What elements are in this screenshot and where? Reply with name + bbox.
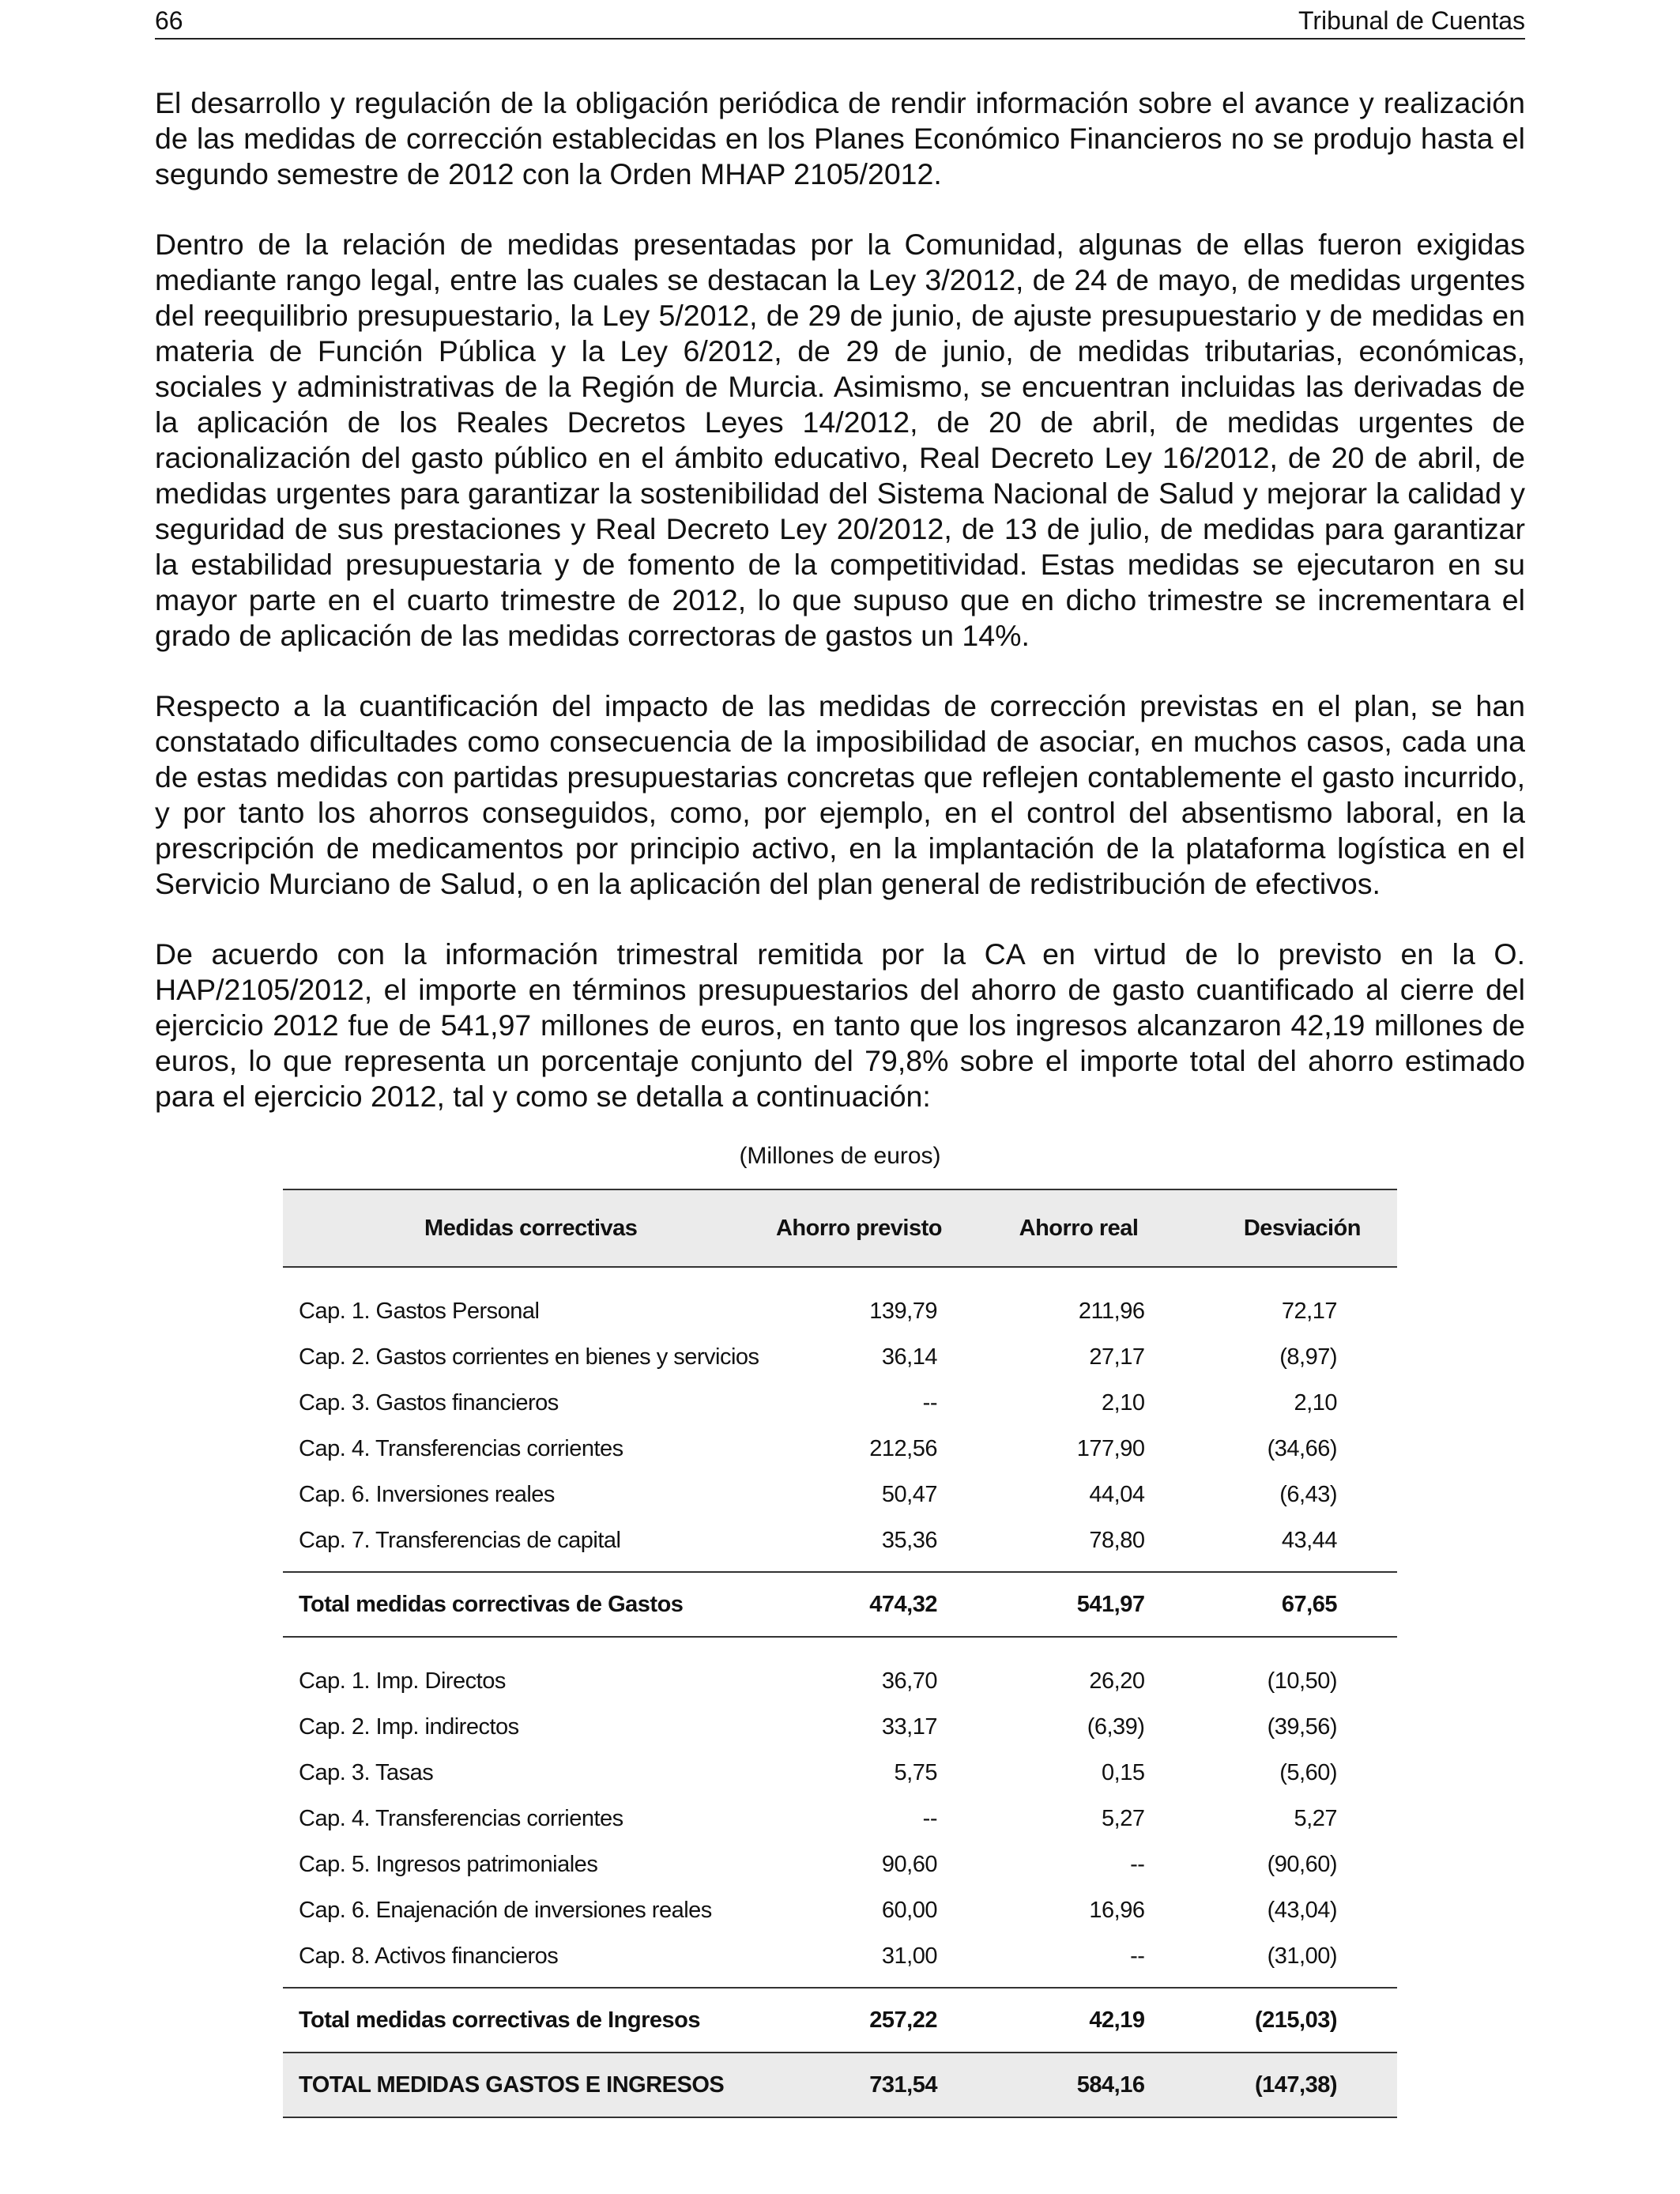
column-header: Ahorro previsto — [763, 1189, 951, 1267]
cell-value: (5,60) — [1279, 1759, 1337, 1785]
table-row — [283, 1334, 1397, 1380]
cell-value: 731,54 — [763, 2053, 951, 2117]
table-header-row — [283, 1189, 1397, 1267]
cell-value: 72,17 — [1281, 1298, 1337, 1324]
row-label: TOTAL MEDIDAS GASTOS E INGRESOS — [283, 2053, 763, 2117]
cell-value: 5,27 — [1294, 1805, 1337, 1831]
row-label: Cap. 4. Transferencias corrientes — [299, 1805, 623, 1831]
paragraph: De acuerdo con la información trimestral remitida por la CA en virtud de lo previsto en la O. HAP/2105/2012, el importe en términos presupuestarios del ahorro de gasto cuantificado al cierre del ejercicio 2012 fue de 541,97 millones de euros, en tanto que los ingresos alcanzaron 42,19 millones de euros, lo que representa un porcentaje conjunto del 79,8% sobre el importe total del ahorro estimado para el ejercicio 2012, tal y como se detalla a continuación: — [155, 937, 1525, 1113]
gastos-total-row — [283, 1572, 1397, 1637]
table-row — [283, 1842, 1397, 1887]
cell-value: (10,50) — [1267, 1668, 1337, 1694]
cell-value: 5,27 — [1102, 1805, 1145, 1831]
cell-value: -- — [922, 1389, 937, 1416]
table-row — [283, 1796, 1397, 1842]
column-header: Ahorro real — [951, 1189, 1160, 1267]
cell-value: 44,04 — [1089, 1481, 1145, 1507]
table-row — [283, 1267, 1397, 1334]
cell-value: (147,38) — [1160, 2053, 1397, 2117]
row-label: Total medidas correctivas de Ingresos — [283, 1988, 763, 2053]
paragraph: Respecto a la cuantificación del impacto de las medidas de corrección previstas en el plan, se han constatado dificultades como consecuencia de la imposibilidad de asociar, en muchos casos, cada una de estas medidas con partidas presupuestarias concretas que reflejen contablemente el gasto incurrido, y por tanto los ahorros conseguidos, como, por ejemplo, en el control del absentismo laboral, en la prescripción de medicamentos por principio activo, en la implantación de la plataforma logística en el Servicio Murciano de Salud, o en la aplicación del plan general de redistribución de efectivos. — [155, 689, 1525, 900]
cell-value: 78,80 — [1089, 1527, 1145, 1553]
cell-value: (90,60) — [1267, 1851, 1337, 1877]
row-label: Cap. 4. Transferencias corrientes — [299, 1435, 623, 1461]
cell-value: (6,39) — [1087, 1713, 1145, 1740]
gastos-section — [283, 1267, 1397, 1637]
cell-value: -- — [922, 1805, 937, 1831]
row-label: Cap. 6. Inversiones reales — [299, 1481, 555, 1507]
table-row — [283, 1380, 1397, 1426]
row-label: Cap. 3. Gastos financieros — [299, 1389, 559, 1416]
cell-value: 90,60 — [881, 1851, 937, 1877]
row-label: Total medidas correctivas de Gastos — [283, 1572, 763, 1637]
cell-value: 257,22 — [763, 1988, 951, 2053]
row-label: Cap. 2. Imp. indirectos — [299, 1713, 519, 1740]
table-row — [283, 1426, 1397, 1472]
cell-value: 16,96 — [1089, 1897, 1145, 1923]
table-row — [283, 1704, 1397, 1750]
cell-value: (31,00) — [1267, 1943, 1337, 1969]
cell-value: 139,79 — [869, 1298, 937, 1324]
cell-value: 2,10 — [1294, 1389, 1337, 1416]
cell-value: -- — [1130, 1943, 1145, 1969]
cell-value: 177,90 — [1076, 1435, 1145, 1461]
table-row — [283, 1517, 1397, 1572]
row-label: Cap. 1. Imp. Directos — [299, 1668, 506, 1694]
row-label: Cap. 2. Gastos corrientes en bienes y servicios — [299, 1344, 759, 1370]
paragraph: Dentro de la relación de medidas presentadas por la Comunidad, algunas de ellas fueron exigidas mediante rango legal, entre las cuales se destacan la Ley 3/2012, de 24 de mayo, de medidas urgentes del reequilibrio presupuestario, la Ley 5/2012, de 29 de junio, de ajuste presupuestario y de medidas en materia de Función Pública y la Ley 6/2012, de 29 de junio, de medidas tributarias, económicas, sociales y administrativas de la Región de Murcia. Asimismo, se encuentran incluidas las derivadas de la aplicación de los Reales Decretos Leyes 14/2012, de 20 de abril, de medidas urgentes de racionalización del gasto público en el ámbito educativo, Real Decreto Ley 16/2012, de 20 de abril, de medidas urgentes para garantizar la sostenibilidad del Sistema Nacional de Salud y mejorar la calidad y seguridad de sus prestaciones y Real Decreto Ley 20/2012, de 13 de julio, de medidas para garantizar la estabilidad presupuestaria y de fomento de la competitividad. Estas medidas se ejecutaron en su mayor parte en el cuarto trimestre de 2012, lo que supuso que en dicho trimestre se incrementara el grado de aplicación de las medidas correctoras de gastos un 14%. — [155, 228, 1525, 652]
cell-value: (34,66) — [1267, 1435, 1337, 1461]
cell-value: 36,70 — [881, 1668, 937, 1694]
row-label: Cap. 3. Tasas — [299, 1759, 434, 1785]
cell-value: 26,20 — [1089, 1668, 1145, 1694]
row-label: Cap. 5. Ingresos patrimoniales — [299, 1851, 598, 1877]
cell-value: (8,97) — [1279, 1344, 1337, 1370]
table-row — [283, 1887, 1397, 1933]
table-row — [283, 1933, 1397, 1988]
row-label: Cap. 1. Gastos Personal — [299, 1298, 540, 1324]
cell-value: (43,04) — [1267, 1897, 1337, 1923]
cell-value: -- — [1130, 1851, 1145, 1877]
body-text — [155, 85, 1525, 1149]
cell-value: 212,56 — [869, 1435, 937, 1461]
cell-value: 35,36 — [881, 1527, 937, 1553]
cell-value: 33,17 — [881, 1713, 937, 1740]
cell-value: (6,43) — [1279, 1481, 1337, 1507]
column-header: Desviación — [1160, 1189, 1397, 1267]
cell-value: (215,03) — [1160, 1988, 1397, 2053]
cell-value: 211,96 — [1078, 1298, 1145, 1324]
grand-total-section — [283, 2053, 1397, 2117]
cell-value: (39,56) — [1267, 1713, 1337, 1740]
cell-value: 60,00 — [881, 1897, 937, 1923]
paragraph: El desarrollo y regulación de la obligación periódica de rendir información sobre el avance y realización de las medidas de corrección establecidas en los Planes Económico Financieros no se produjo hasta el segundo semestre de 2012 con la Orden MHAP 2105/2012. — [155, 86, 1525, 190]
cell-value: 27,17 — [1089, 1344, 1145, 1370]
row-label: Cap. 6. Enajenación de inversiones reales — [299, 1897, 712, 1923]
table-row — [283, 1472, 1397, 1517]
cell-value: 36,14 — [881, 1344, 937, 1370]
page-number: 66 — [155, 6, 183, 35]
cell-value: 584,16 — [951, 2053, 1160, 2117]
table-row — [283, 1637, 1397, 1704]
cell-value: 50,47 — [881, 1481, 937, 1507]
column-header: Medidas correctivas — [283, 1189, 763, 1267]
ingresos-total-row — [283, 1988, 1397, 2053]
cell-value: 0,15 — [1102, 1759, 1145, 1785]
cell-value: 541,97 — [951, 1572, 1160, 1637]
savings-table — [283, 1189, 1397, 2118]
row-label: Cap. 7. Transferencias de capital — [299, 1527, 621, 1553]
row-label: Cap. 8. Activos financieros — [299, 1943, 559, 1969]
cell-value: 5,75 — [894, 1759, 937, 1785]
ingresos-section — [283, 1637, 1397, 2053]
cell-value: 474,32 — [763, 1572, 951, 1637]
cell-value: 42,19 — [951, 1988, 1160, 2053]
cell-value: 43,44 — [1281, 1527, 1337, 1553]
cell-value: 2,10 — [1102, 1389, 1145, 1416]
cell-value: 31,00 — [881, 1943, 937, 1969]
page-header — [155, 5, 1525, 40]
running-header-title: Tribunal de Cuentas — [1298, 6, 1525, 35]
grand-total-row — [283, 2053, 1397, 2117]
table-caption: (Millones de euros) — [739, 1143, 941, 1169]
cell-value: 67,65 — [1160, 1572, 1397, 1637]
table-row — [283, 1750, 1397, 1796]
